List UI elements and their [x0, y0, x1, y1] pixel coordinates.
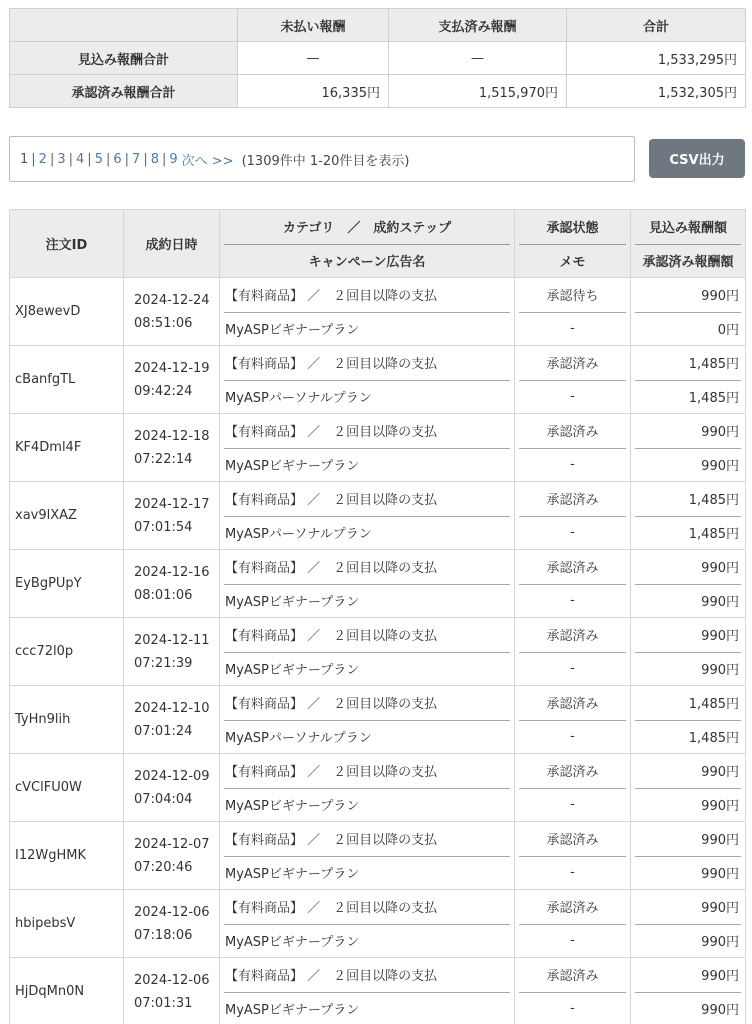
category-step: 【有料商品】 ／ ２回目以降の支払 — [220, 754, 515, 788]
approval-status: 承認待ち — [515, 278, 631, 312]
conversion-date: 2024-12-19 — [134, 360, 210, 376]
estimated-reward: 990円 — [631, 278, 746, 312]
conversion-time: 07:01:31 — [134, 995, 193, 1011]
estimated-reward: 990円 — [631, 822, 746, 856]
approval-status: 承認済み — [515, 890, 631, 924]
table-row — [10, 346, 746, 380]
page-link-9[interactable]: 9 — [169, 151, 178, 167]
approval-status: 承認済み — [515, 754, 631, 788]
conversion-datetime — [124, 482, 220, 550]
result-count: (1309件中 1-20件目を表示) — [241, 153, 410, 169]
conversion-datetime — [124, 822, 220, 890]
table-row — [10, 890, 746, 924]
estimated-reward: 1,485円 — [631, 686, 746, 720]
summary-header-row — [10, 9, 746, 42]
estimated-reward: 990円 — [631, 618, 746, 652]
approved-reward: 1,485円 — [631, 380, 746, 414]
conversion-date: 2024-12-24 — [134, 292, 210, 308]
approved-reward: 0円 — [631, 312, 746, 346]
approved-reward: 990円 — [631, 448, 746, 482]
header-category-step: カテゴリ ／ 成約ステップ — [220, 210, 515, 244]
category-step: 【有料商品】 ／ ２回目以降の支払 — [220, 618, 515, 652]
summary-total-value: 1,533,295円 — [567, 42, 746, 75]
approved-reward: 990円 — [631, 788, 746, 822]
estimated-reward: 1,485円 — [631, 482, 746, 516]
header-approved: 承認済み報酬額 — [631, 244, 746, 278]
table-body — [10, 278, 746, 1024]
page-link-8[interactable]: 8 — [150, 151, 159, 167]
memo: - — [515, 720, 631, 754]
approval-status: 承認済み — [515, 958, 631, 992]
approval-status: 承認済み — [515, 482, 631, 516]
summary-unpaid-value: — — [238, 42, 389, 75]
order-id: xav9lXAZ — [10, 482, 124, 550]
approval-status: 承認済み — [515, 822, 631, 856]
conversion-time: 07:20:46 — [134, 859, 193, 875]
conversion-date: 2024-12-10 — [134, 700, 210, 716]
category-step: 【有料商品】 ／ ２回目以降の支払 — [220, 482, 515, 516]
conversion-date: 2024-12-07 — [134, 836, 210, 852]
conversion-time: 08:01:06 — [134, 587, 193, 603]
order-id: EyBgPUpY — [10, 550, 124, 618]
approved-reward: 990円 — [631, 652, 746, 686]
conversion-date: 2024-12-18 — [134, 428, 210, 444]
page-link-2[interactable]: 2 — [38, 151, 47, 167]
approved-reward: 990円 — [631, 856, 746, 890]
campaign-name: MyASPビギナープラン — [220, 584, 515, 618]
conversion-datetime — [124, 346, 220, 414]
approved-reward: 1,485円 — [631, 516, 746, 550]
next-page-link[interactable]: 次へ >> — [181, 153, 234, 169]
conversion-table — [9, 209, 746, 1024]
conversion-time: 07:01:24 — [134, 723, 193, 739]
memo: - — [515, 448, 631, 482]
conversion-date: 2024-12-09 — [134, 768, 210, 784]
summary-row-estimated — [10, 42, 746, 75]
table-header-row — [10, 210, 746, 244]
summary-total-value: 1,532,305円 — [567, 75, 746, 108]
campaign-name: MyASPパーソナルプラン — [220, 720, 515, 754]
pagination: 1 | 2 | 3 | 4 | 5 | 6 | 7 | 8 | 9 次へ >> (1309件中 1-20件目を表示) — [9, 136, 635, 182]
campaign-name: MyASPビギナープラン — [220, 788, 515, 822]
table-row — [10, 686, 746, 720]
summary-paid-value: — — [389, 42, 567, 75]
conversion-time: 07:01:54 — [134, 519, 193, 535]
memo: - — [515, 516, 631, 550]
conversion-time: 07:22:14 — [134, 451, 193, 467]
table-row — [10, 618, 746, 652]
conversion-datetime — [124, 618, 220, 686]
table-row — [10, 550, 746, 584]
campaign-name: MyASPビギナープラン — [220, 924, 515, 958]
page-link-5[interactable]: 5 — [94, 151, 103, 167]
approval-status: 承認済み — [515, 686, 631, 720]
memo: - — [515, 788, 631, 822]
order-id: XJ8ewevD — [10, 278, 124, 346]
memo: - — [515, 856, 631, 890]
conversion-datetime — [124, 278, 220, 346]
campaign-name: MyASPビギナープラン — [220, 312, 515, 346]
summary-unpaid-value: 16,335円 — [238, 75, 389, 108]
approval-status: 承認済み — [515, 346, 631, 380]
csv-export-button[interactable]: CSV出力 — [649, 139, 745, 178]
category-step: 【有料商品】 ／ ２回目以降の支払 — [220, 550, 515, 584]
order-id: TyHn9lih — [10, 686, 124, 754]
approved-reward: 990円 — [631, 584, 746, 618]
summary-header-total: 合計 — [567, 9, 746, 42]
campaign-name: MyASPパーソナルプラン — [220, 516, 515, 550]
approved-reward: 990円 — [631, 992, 746, 1024]
order-id: cBanfgTL — [10, 346, 124, 414]
estimated-reward: 1,485円 — [631, 346, 746, 380]
campaign-name: MyASPビギナープラン — [220, 992, 515, 1024]
category-step: 【有料商品】 ／ ２回目以降の支払 — [220, 822, 515, 856]
category-step: 【有料商品】 ／ ２回目以降の支払 — [220, 346, 515, 380]
campaign-name: MyASPパーソナルプラン — [220, 380, 515, 414]
memo: - — [515, 380, 631, 414]
category-step: 【有料商品】 ／ ２回目以降の支払 — [220, 890, 515, 924]
order-id: ccc72l0p — [10, 618, 124, 686]
conversion-date: 2024-12-06 — [134, 972, 210, 988]
summary-header-paid: 支払済み報酬 — [389, 9, 567, 42]
conversion-time: 07:04:04 — [134, 791, 193, 807]
estimated-reward: 990円 — [631, 890, 746, 924]
summary-row-approved — [10, 75, 746, 108]
campaign-name: MyASPビギナープラン — [220, 448, 515, 482]
summary-row-label: 見込み報酬合計 — [10, 42, 238, 75]
conversion-date: 2024-12-06 — [134, 904, 210, 920]
summary-corner — [10, 9, 238, 42]
page-link-6[interactable]: 6 — [113, 151, 122, 167]
category-step: 【有料商品】 ／ ２回目以降の支払 — [220, 958, 515, 992]
approved-reward: 990円 — [631, 924, 746, 958]
header-estimated: 見込み報酬額 — [631, 210, 746, 244]
memo: - — [515, 584, 631, 618]
approval-status: 承認済み — [515, 550, 631, 584]
category-step: 【有料商品】 ／ ２回目以降の支払 — [220, 414, 515, 448]
approval-status: 承認済み — [515, 414, 631, 448]
current-page: 1 — [20, 151, 29, 167]
order-id: cVClFU0W — [10, 754, 124, 822]
header-date: 成約日時 — [124, 210, 220, 278]
conversion-time: 07:18:06 — [134, 927, 193, 943]
conversion-datetime — [124, 890, 220, 958]
header-memo: メモ — [515, 244, 631, 278]
conversion-datetime — [124, 686, 220, 754]
conversion-date: 2024-12-17 — [134, 496, 210, 512]
header-campaign: キャンペーン広告名 — [220, 244, 515, 278]
conversion-time: 07:21:39 — [134, 655, 193, 671]
estimated-reward: 990円 — [631, 414, 746, 448]
memo: - — [515, 992, 631, 1024]
conversion-date: 2024-12-11 — [134, 632, 210, 648]
estimated-reward: 990円 — [631, 958, 746, 992]
campaign-name: MyASPビギナープラン — [220, 856, 515, 890]
memo: - — [515, 312, 631, 346]
conversion-time: 09:42:24 — [134, 383, 193, 399]
order-id: I12WgHMK — [10, 822, 124, 890]
conversion-date: 2024-12-16 — [134, 564, 210, 580]
summary-table — [9, 8, 746, 108]
page-link-3[interactable]: 3 — [57, 151, 66, 167]
order-id: KF4Dml4F — [10, 414, 124, 482]
conversion-datetime — [124, 754, 220, 822]
table-row — [10, 414, 746, 448]
estimated-reward: 990円 — [631, 550, 746, 584]
memo: - — [515, 652, 631, 686]
header-order-id: 注文ID — [10, 210, 124, 278]
conversion-time: 08:51:06 — [134, 315, 193, 331]
campaign-name: MyASPビギナープラン — [220, 652, 515, 686]
conversion-datetime — [124, 414, 220, 482]
category-step: 【有料商品】 ／ ２回目以降の支払 — [220, 686, 515, 720]
table-row — [10, 754, 746, 788]
table-row — [10, 482, 746, 516]
approved-reward: 1,485円 — [631, 720, 746, 754]
order-id: hbipebsV — [10, 890, 124, 958]
summary-paid-value: 1,515,970円 — [389, 75, 567, 108]
table-row — [10, 958, 746, 992]
approval-status: 承認済み — [515, 618, 631, 652]
table-row — [10, 278, 746, 312]
page-link-7[interactable]: 7 — [132, 151, 141, 167]
estimated-reward: 990円 — [631, 754, 746, 788]
order-id: HjDqMn0N — [10, 958, 124, 1024]
summary-header-unpaid: 未払い報酬 — [238, 9, 389, 42]
header-status: 承認状態 — [515, 210, 631, 244]
page-link-4[interactable]: 4 — [76, 151, 85, 167]
conversion-datetime — [124, 958, 220, 1024]
memo: - — [515, 924, 631, 958]
category-step: 【有料商品】 ／ ２回目以降の支払 — [220, 278, 515, 312]
conversion-datetime — [124, 550, 220, 618]
summary-row-label: 承認済み報酬合計 — [10, 75, 238, 108]
table-row — [10, 822, 746, 856]
